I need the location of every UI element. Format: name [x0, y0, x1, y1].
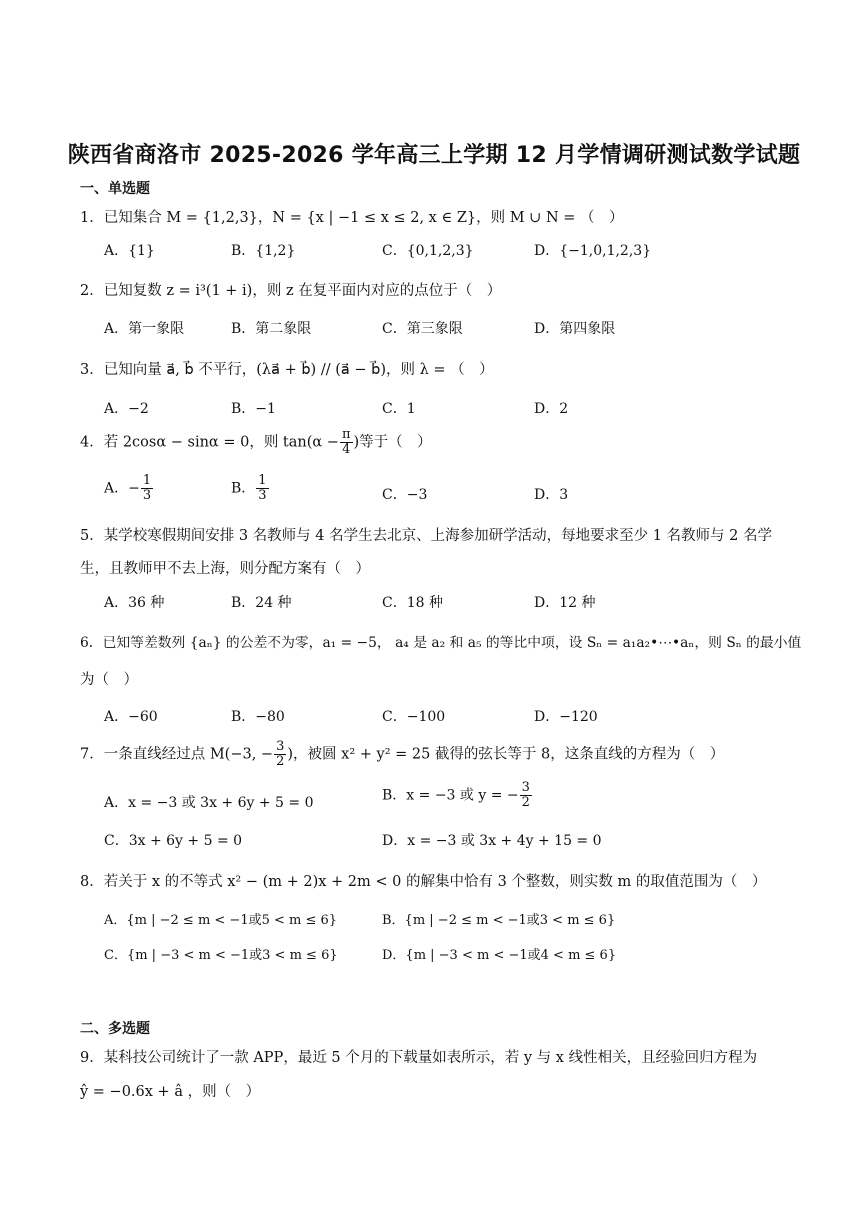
q1-option-d[interactable]: D．{−1,0,1,2,3}: [534, 243, 652, 259]
q4-a-fraction: [141, 474, 153, 503]
q7-stem-post: )，被圆 x² + y² = 25 截得的弦长等于 8，这条直线的方程为（ ）: [287, 746, 725, 763]
q4-option-d[interactable]: D．3: [534, 487, 569, 503]
q2-option-d[interactable]: D．第四象限: [534, 321, 616, 337]
question-9-line-1: 9．某科技公司统计了一款 APP，最近 5 个月的下载量如表所示，若 y 与 x 线性相关，且经验回归方程为: [80, 1050, 758, 1066]
q4-b-prefix: B．: [231, 480, 256, 497]
q7-b-num: 3: [521, 780, 530, 795]
q3-option-c[interactable]: C．1: [382, 401, 416, 417]
q3-option-b[interactable]: B．−1: [231, 401, 276, 417]
question-4-stem: [80, 428, 432, 457]
question-1-stem: 1．已知集合 M = {1,2,3}，N = {x | −1 ≤ x ≤ 2, x ∈ Z}，则 M ∪ N = （ ）: [80, 210, 624, 226]
q3-option-d[interactable]: D．2: [534, 401, 569, 417]
section-single-choice: 一、单选题: [80, 181, 150, 197]
q7-option-d[interactable]: D．x = −3 或 3x + 4y + 15 = 0: [382, 833, 602, 849]
question-8-stem: 8．若关于 x 的不等式 x² − (m + 2)x + 2m < 0 的解集中恰有 3 个整数，则实数 m 的取值范围为（ ）: [80, 874, 767, 890]
question-9-line-2: ŷ = −0.6x + â ，则（ ）: [80, 1084, 261, 1100]
q1-option-c[interactable]: C．{0,1,2,3}: [382, 243, 474, 259]
q2-option-b[interactable]: B．第二象限: [231, 321, 312, 337]
q4-a-prefix: A．−: [104, 480, 140, 497]
q5-option-b[interactable]: B．24 种: [231, 595, 292, 611]
q7-b-fraction: [520, 781, 532, 810]
question-7-stem: [80, 740, 724, 769]
q7-option-b[interactable]: [382, 781, 533, 810]
q2-option-a[interactable]: A．第一象限: [104, 321, 185, 337]
section-multiple-choice: 二、多选题: [80, 1021, 150, 1037]
question-5-line-1: 5．某学校寒假期间安排 3 名教师与 4 名学生去北京、上海参加研学活动，每地要求至少 1 名教师与 2 名学: [80, 528, 772, 544]
q4-frac-den: 4: [342, 442, 351, 457]
q4-option-b[interactable]: [231, 474, 270, 503]
question-2-stem: 2．已知复数 z = i³(1 + i)，则 z 在复平面内对应的点位于（ ）: [80, 283, 502, 299]
q5-option-c[interactable]: C．18 种: [382, 595, 443, 611]
question-6-line-1: 6．已知等差数列 {aₙ} 的公差不为零，a₁ = −5， a₄ 是 a₂ 和 a₅ 的等比中项，设 Sₙ = a₁a₂•⋯•aₙ，则 Sₙ 的最小值: [80, 635, 802, 651]
q4-option-c[interactable]: C．−3: [382, 487, 428, 503]
q8-option-c[interactable]: C．{m | −3 < m < −1或3 < m ≤ 6}: [104, 948, 338, 963]
q8-option-b[interactable]: B．{m | −2 ≤ m < −1或3 < m ≤ 6}: [382, 913, 616, 928]
q4-frac-num: π: [341, 427, 351, 442]
q8-option-a[interactable]: A．{m | −2 ≤ m < −1或5 < m ≤ 6}: [104, 913, 338, 928]
q6-option-d[interactable]: D．−120: [534, 709, 598, 725]
q7-b-den: 2: [521, 795, 530, 810]
q6-option-a[interactable]: A．−60: [104, 709, 158, 725]
q2-option-c[interactable]: C．第三象限: [382, 321, 463, 337]
q4-a-num: 1: [142, 473, 152, 488]
q7-b-prefix: B．x = −3 或 y = −: [382, 787, 519, 804]
q8-option-d[interactable]: D．{m | −3 < m < −1或4 < m ≤ 6}: [382, 948, 617, 963]
q4-stem-post: )等于（ ）: [353, 434, 432, 451]
q4-b-den: 3: [258, 488, 267, 503]
q7-option-a[interactable]: A．x = −3 或 3x + 6y + 5 = 0: [104, 795, 314, 811]
q6-option-c[interactable]: C．−100: [382, 709, 446, 725]
q7-fraction: [274, 740, 286, 769]
q4-b-num: 1: [258, 473, 267, 488]
q6-option-b[interactable]: B．−80: [231, 709, 285, 725]
q7-option-c[interactable]: C．3x + 6y + 5 = 0: [104, 833, 243, 849]
q1-option-a[interactable]: A．{1}: [104, 243, 155, 259]
page-title: 陕西省商洛市 2025-2026 学年高三上学期 12 月学情调研测试数学试题: [67, 143, 801, 168]
question-5-line-2: 生，且教师甲不去上海，则分配方案有（ ）: [80, 561, 370, 577]
q5-option-d[interactable]: D．12 种: [534, 595, 596, 611]
q7-stem-pre: 7．一条直线经过点 M(−3, −: [80, 746, 274, 763]
q4-stem-pre: 4．若 2cosα − sinα = 0，则 tan(α −: [80, 434, 339, 451]
q4-option-a[interactable]: [104, 474, 154, 503]
q7-frac-num: 3: [276, 739, 285, 754]
q4-fraction: [340, 428, 353, 457]
q5-option-a[interactable]: A．36 种: [104, 595, 165, 611]
q1-option-b[interactable]: B．{1,2}: [231, 243, 296, 259]
question-3-stem: 3．已知向量 a⃗, b⃗ 不平行，(λa⃗ + b⃗) // (a⃗ − b⃗)，则 λ = （ ）: [80, 362, 494, 378]
q7-frac-den: 2: [276, 754, 285, 769]
q3-option-a[interactable]: A．−2: [104, 401, 149, 417]
q4-b-fraction: [256, 474, 268, 503]
q4-a-den: 3: [142, 488, 152, 503]
question-6-line-2: 为（ ）: [80, 672, 138, 688]
